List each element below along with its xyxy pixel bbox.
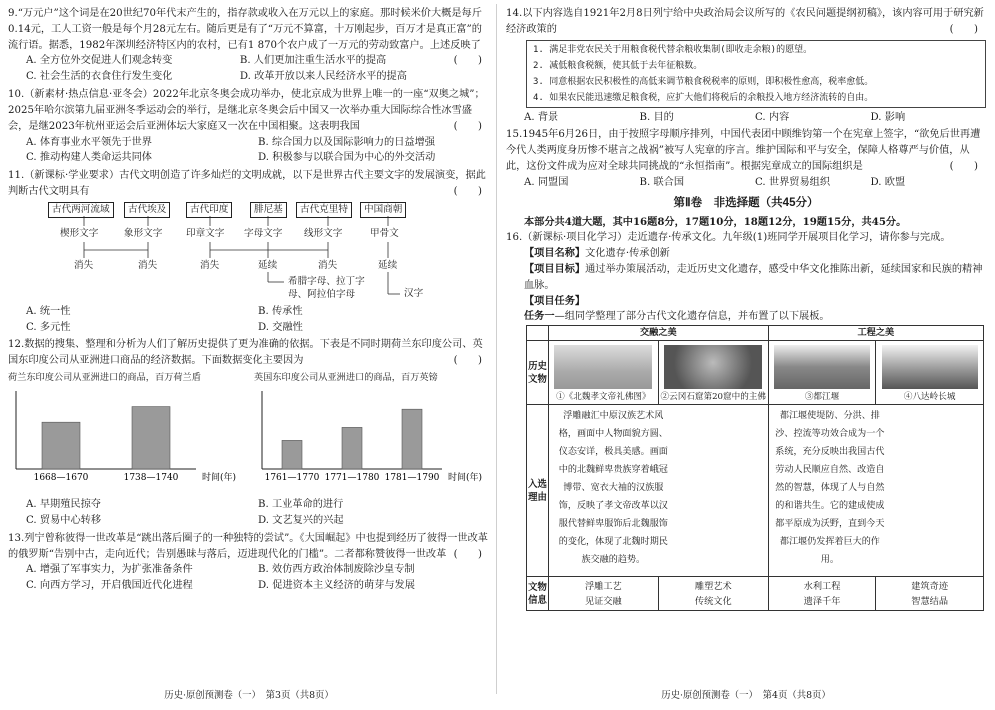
box-crete: 古代克里特 [296, 202, 352, 218]
q13-option-a: A. 增强了军事实力，为扩张准备条件 [26, 564, 193, 576]
exhibit-table [526, 325, 984, 611]
q9-option-c: C. 社会生活的衣食住行发生变化 [26, 71, 173, 83]
q11-option-a: A. 统一性 [26, 305, 71, 317]
branch-hanzi: 汉字 [404, 287, 424, 299]
q13-stem: 13.列宁曾称彼得一世改革是“跳出落后圈子的一种独特的尝试”。《大国崛起》中也提到经历了彼得一世改革的俄罗斯“告别中古，走向近代；告别愚昧与落后，迈进现代化的门槛”。二者都称赞彼得一世改革 [8, 532, 488, 560]
q10-option-b: B. 综合国力以及国际影响力的日益增强 [258, 136, 435, 148]
q14-option-b: B. 目的 [639, 111, 674, 123]
question-15 [506, 127, 986, 190]
q11-answer-paren: ( ) [453, 185, 482, 197]
project-goal-label: 【项目目标】 [524, 262, 586, 275]
script-seal: 印章文字 [186, 227, 225, 239]
q10-option-c: C. 推动构建人类命运共同体 [26, 152, 152, 164]
q14-option-d: D. 影响 [870, 111, 906, 123]
info-1b: 见证交融 [584, 595, 622, 607]
q11-option-d: D. 交融性 [258, 321, 303, 333]
question-14 [506, 6, 986, 125]
fate-4: 延续 [258, 259, 278, 271]
box-egypt: 古代埃及 [124, 202, 170, 218]
project-goal: 通过举办策展活动，走近历史文化遗存，感受中华文化推陈出新，延续国家和民族的精神血脉。 [524, 263, 983, 291]
caption-3: ③都江堰 [804, 391, 840, 402]
bar [282, 441, 302, 470]
script-alphabet: 字母文字 [244, 227, 283, 239]
info-4a: 建筑奇迹 [911, 580, 949, 592]
thesis-item: 4. 如果农民能迅速缴足粮食税，应扩大他们将税后的余粮投入地方经济流转的自由。 [533, 92, 874, 103]
script-hieroglyph: 象形文字 [124, 227, 163, 239]
script-cuneiform: 楔形文字 [60, 227, 99, 239]
q15-answer-paren: ( ) [949, 161, 978, 173]
chart-dutch-svg [8, 385, 238, 489]
q9-option-d: D. 改革开放以来人民经济水平的提高 [239, 71, 407, 83]
q15-option-b: B. 联合国 [639, 176, 685, 188]
fate-6: 延续 [378, 259, 398, 271]
caption-4: ④八达岭长城 [903, 391, 956, 402]
bar [132, 407, 170, 469]
q15-stem: 15.1945年6月26日，由于按照字母顺序排列，中国代表团中顾维钧第一个在宪章上签字，“欲免后世再遭今代人类两度身历惨不堪言之战祸”被写人宪章的序言。维护国际和平与安全，保障人格尊严与价值，从此，这份文件成为应对全球共同挑战的“永恒指南”。根据宪章成立的国际组织是 [506, 129, 981, 173]
question-10 [8, 87, 490, 166]
branch-alphabets-2: 母、阿拉伯字母 [288, 288, 356, 300]
q13-option-c: C. 向西方学习，开启俄国近代化进程 [26, 580, 193, 592]
script-oracle: 甲骨文 [370, 227, 399, 239]
q10-answer-paren: ( ) [453, 120, 482, 132]
row-label-artifacts: 历史文物 [527, 341, 549, 405]
info-1a: 浮雕工艺 [584, 580, 622, 592]
script-evolution-diagram [48, 202, 490, 302]
q13-option-b: B. 效仿西方政治体制废除沙皇专制 [258, 564, 415, 576]
x-tick-label: 1781—1790 [384, 473, 440, 484]
fate-5: 消失 [318, 259, 338, 271]
q10-stem: 10.（新素材·热点信息·亚冬会）2022年北京冬奥会成功举办，使北京成为世界上唯一的一座“双奥之城”；2025年哈尔滨第九届亚洲冬季运动会的举行，是继北京冬奥会后中国又一次举办重大国际综合性冰雪盛会，是继2023年杭州亚运会后亚洲体坛大家庭又一次在中国相聚。这表明我国 [8, 89, 485, 132]
q14-stem: 14.以下内容选自1921年2月8日列宁给中央政治局会议所写的《农民问题提纲初稿》，该内容可用于研究新经济政策的 [506, 8, 984, 35]
q12-stem: 12.数据的搜集、整理和分析为人们了解历史提供了更为准确的依据。下表是不同时期荷兰东印度公司、英国东印度公司从亚洲进口商品的经济数据。下面数据变化主要因为 [8, 339, 483, 367]
q9-option-a: A. 全方位外交促进人们观念转变 [26, 55, 173, 67]
fate-3: 消失 [200, 259, 220, 271]
q9-stem: 9.“万元户”这个词是在20世纪70年代末产生的，指存款或收入在万元以上的家庭。那时候米价大概是每斤0.14元，工人工资一般是每个月28元左右。随后更是有了“万元不算富，十万刚起步，百万才是真正富”的流行语。据悉，1982年深圳经济特区内的农村，已有1 870个农户成了一万元的劳动致富户。上述反映了 [8, 8, 482, 51]
x-tick-label: 1738—1740 [123, 473, 179, 484]
q14-answer-paren: ( ) [949, 23, 978, 35]
bar [402, 409, 422, 469]
q15-option-d: D. 欧盟 [870, 176, 906, 188]
relief-photo [554, 345, 652, 389]
question-16 [506, 230, 986, 611]
page-3-footer: 历史·原创预测卷（一） 第3页（共8页） [164, 690, 334, 702]
project-task-label: 【项目任务】 [524, 294, 586, 307]
task1-label: 任务一 [524, 310, 555, 323]
q9-option-b: B. 人们更加注重生活水平的提高 [239, 55, 387, 67]
row-label-reasons: 入选理由 [527, 405, 549, 577]
box-phoenicia: 腓尼基 [250, 202, 287, 218]
page-3 [8, 6, 490, 706]
q15-option-c: C. 世界贸易组织 [755, 176, 831, 188]
script-linear: 线形文字 [304, 227, 343, 239]
column-divider [496, 4, 497, 694]
x-axis-label: 时间(年) [447, 473, 482, 484]
branch-alphabets-1: 希腊字母、拉丁字 [288, 275, 365, 287]
q12-option-b: B. 工业革命的进行 [258, 499, 344, 511]
q13-option-d: D. 促进资本主义经济的萌芽与发展 [258, 580, 415, 592]
project-name-label: 【项目名称】 [524, 247, 586, 260]
head-fusion: 交融之美 [548, 326, 768, 341]
lenin-theses-box [526, 40, 986, 108]
q12-option-d: D. 文艺复兴的兴起 [258, 514, 344, 526]
bar [342, 428, 362, 470]
thesis-item: 1. 满足非党农民关于用粮食税代替余粮收集制(即收走余粮)的愿望。 [533, 44, 813, 55]
box-india: 古代印度 [186, 202, 232, 218]
chart-dutch-title: 荷兰东印度公司从亚洲进口的商品，百万荷兰盾 [8, 372, 201, 383]
fate-1: 消失 [74, 259, 94, 271]
section-ii-title: 第Ⅱ卷 非选择题（共45分） [673, 196, 819, 209]
question-9 [8, 6, 490, 85]
question-13 [8, 531, 490, 594]
caption-1: ①《北魏孝文帝礼佛图》 [556, 391, 651, 402]
q12-option-a: A. 早期殖民掠夺 [26, 499, 101, 511]
thesis-item: 2. 减低粮食税额，使其低于去年征粮数。 [533, 60, 703, 71]
q11-option-b: B. 传承性 [258, 305, 303, 317]
question-11 [8, 168, 490, 335]
chart-british-svg [254, 385, 484, 489]
info-3b: 遗泽千年 [803, 595, 841, 607]
q11-stem: 11.（新课标·学业要求）古代文明创造了许多灿烂的文明成就，以下是世界古代主要文字的发展演变，据此判断古代文明具有 [8, 170, 486, 197]
q13-answer-paren: ( ) [453, 548, 482, 560]
task1-text: —组同学整理了部分古代文化遗存信息，并布置了以下展板。 [554, 311, 830, 323]
caption-2: ②云冈石窟第20窟中的主佛 [660, 391, 766, 402]
box-shang: 中国商朝 [360, 202, 406, 218]
x-tick-label: 1668—1670 [33, 473, 89, 484]
q15-option-a: A. 同盟国 [524, 176, 569, 188]
reason-engineering: 都江堰使堤防、分洪、排沙、控流等功效合成为一个系统，充分反映出我国古代劳动人民顺应自然、改造自然的智慧，体现了人与自然的和谐共生。它的建成使成都平原成为沃野，直到今天都江堰仍发挥着巨大的作用。 [768, 405, 983, 577]
thesis-item: 3. 同意根据农民积极性的高低来调节粮食税税率的原则，即积极性愈高，税率愈低。 [533, 76, 874, 87]
q10-option-a: A. 体育事业水平领先于世界 [26, 136, 152, 148]
buddha-photo [664, 345, 762, 389]
fate-2: 消失 [138, 259, 158, 271]
project-name: 文化遗存·传承创新 [585, 248, 670, 260]
chart-british-title: 英国东印度公司从亚洲进口的商品，百万英镑 [254, 372, 438, 383]
q10-option-d: D. 积极参与以联合国为中心的外交活动 [258, 152, 436, 164]
reason-fusion: 浮雕融汇中原汉族艺术风格，画面中人物面貌方圆、仪态安详，极具美感。画面中的北魏鲜卑贵族穿着峨冠博带、宽衣大袖的汉族服饰，反映了孝文帝改革以汉服代替鲜卑服饰后北魏服饰的变化，体现了北魏时期民族交融的趋势。 [548, 405, 768, 577]
info-2b: 传统文化 [694, 595, 732, 607]
greatwall-photo [882, 345, 978, 389]
page-4-footer: 历史·原创预测卷（一） 第4页（共8页） [661, 690, 831, 702]
x-axis-label: 时间(年) [201, 473, 236, 484]
q12-answer-paren: ( ) [453, 355, 482, 367]
row-label-info: 文物信息 [527, 577, 549, 611]
bar [42, 422, 80, 469]
section-ii-note: 本部分共4道大题，其中16题8分，17题10分，18题12分，19题15分，共45分。 [524, 215, 907, 228]
info-2a: 雕塑艺术 [694, 580, 732, 592]
x-tick-label: 1761—1770 [264, 473, 320, 484]
table-corner [527, 326, 549, 341]
x-tick-label: 1771—1780 [324, 473, 380, 484]
dujiangyan-photo [774, 345, 870, 389]
chart-british [254, 371, 484, 495]
q14-option-a: A. 背景 [524, 111, 559, 123]
page-4 [506, 6, 986, 706]
q11-option-c: C. 多元性 [26, 321, 71, 333]
info-3a: 水利工程 [803, 580, 841, 592]
box-mesopotamia: 古代两河流域 [48, 202, 114, 218]
q12-option-c: C. 贸易中心转移 [26, 514, 102, 526]
chart-dutch [8, 371, 238, 495]
q14-option-c: C. 内容 [755, 111, 790, 123]
info-4b: 智慧结晶 [911, 595, 949, 607]
head-engineering: 工程之美 [768, 326, 983, 341]
q16-stem: 16.（新课标·项目化学习）走近遗存·传承文化。九年级(1)班同学开展项目化学习，请你参与完成。 [506, 232, 951, 244]
question-12 [8, 337, 490, 528]
q9-answer-paren: ( ) [453, 55, 482, 67]
